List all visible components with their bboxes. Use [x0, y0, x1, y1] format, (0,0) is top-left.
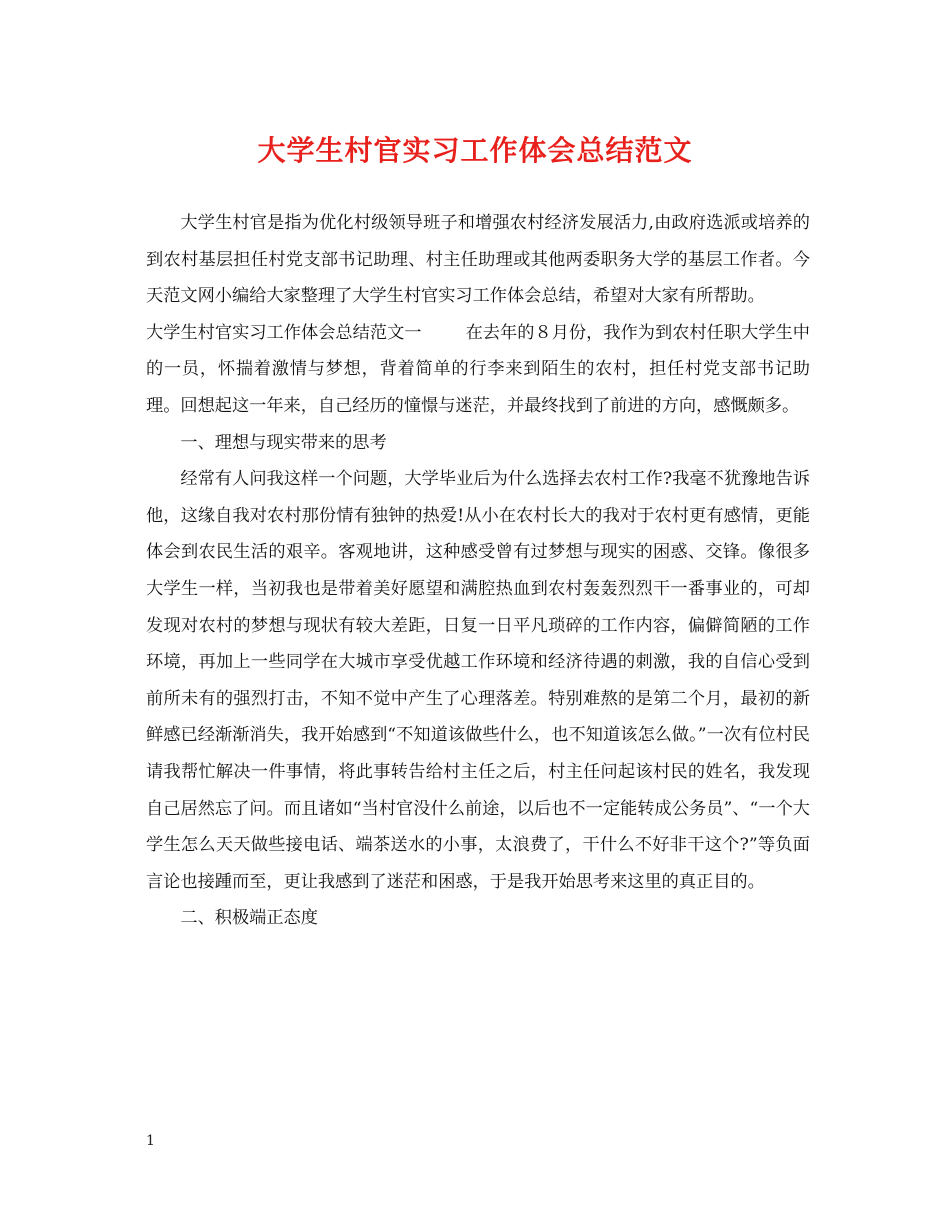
document-body — [146, 205, 810, 937]
heading-positive-attitude: 二、积极端正态度 — [180, 908, 318, 929]
body-paragraph: 经常有人问我这样一个问题，大学毕业后为什么选择去农村工作?我毫不犹豫地告诉他，这缘自我对农村那份情有独钟的热爱!从小在农村长大的我对于农村更有感情，更能体会到农民生活的艰辛。客观地讲，这种感受曾有过梦想与现实的困惑、交锋。像很多大学生一样，当初我也是带着美好愿望和满腔热血到农村轰轰烈烈干一番事业的，可却发现对农村的梦想与现状有较大差距，日复一日平凡琐碎的工作内容，偏僻简陋的工作环境，再加上一些同学在大城市享受优越工作环境和经济待遇的刺激，我的自信心受到前所未有的强烈打击，不知不觉中产生了心理落差。特别难熬的是第二个月，最初的新鲜感已经渐渐消失，我开始感到“不知道该做些什么，也不知道该怎么做。”一次有位村民请我帮忙解决一件事情，将此事转告给村主任之后，村主任问起该村民的姓名，我发现自己居然忘了问。而且诸如“当村官没什么前途，以后也不一定能转成公务员”、“一个大学生怎么天天做些接电话、端茶送水的小事，太浪费了，干什么不好非干这个?”等负面言论也接踵而至，更让我感到了迷茫和困惑，于是我开始思考来这里的真正目的。 — [146, 469, 810, 892]
section-paragraph — [146, 315, 810, 425]
document-title: 大学生村官实习工作体会总结范文 — [257, 134, 693, 167]
heading-ideal-and-reality: 一、理想与现实带来的思考 — [180, 432, 387, 453]
page-number: 1 — [146, 1133, 155, 1149]
section-label: 大学生村官实习工作体会总结范文一 — [146, 322, 422, 343]
intro-paragraph: 大学生村官是指为优化村级领导班子和增强农村经济发展活力,由政府选派或培养的到农村基层担任村党支部书记助理、村主任助理或其他两委职务大学的基层工作者。今天范文网小编给大家整理了大学生村官实习工作体会总结，希望对大家有所帮助。 — [146, 213, 810, 307]
section-text: 在去年的８月份，我作为到农村任职大学生中的一员，怀揣着激情与梦想，背着简单的行李来到陌生的农村，担任村党支部书记助理。回想起这一年来，自己经历的憧憬与迷茫，并最终找到了前进的方向，感慨颇多。 — [146, 322, 810, 416]
